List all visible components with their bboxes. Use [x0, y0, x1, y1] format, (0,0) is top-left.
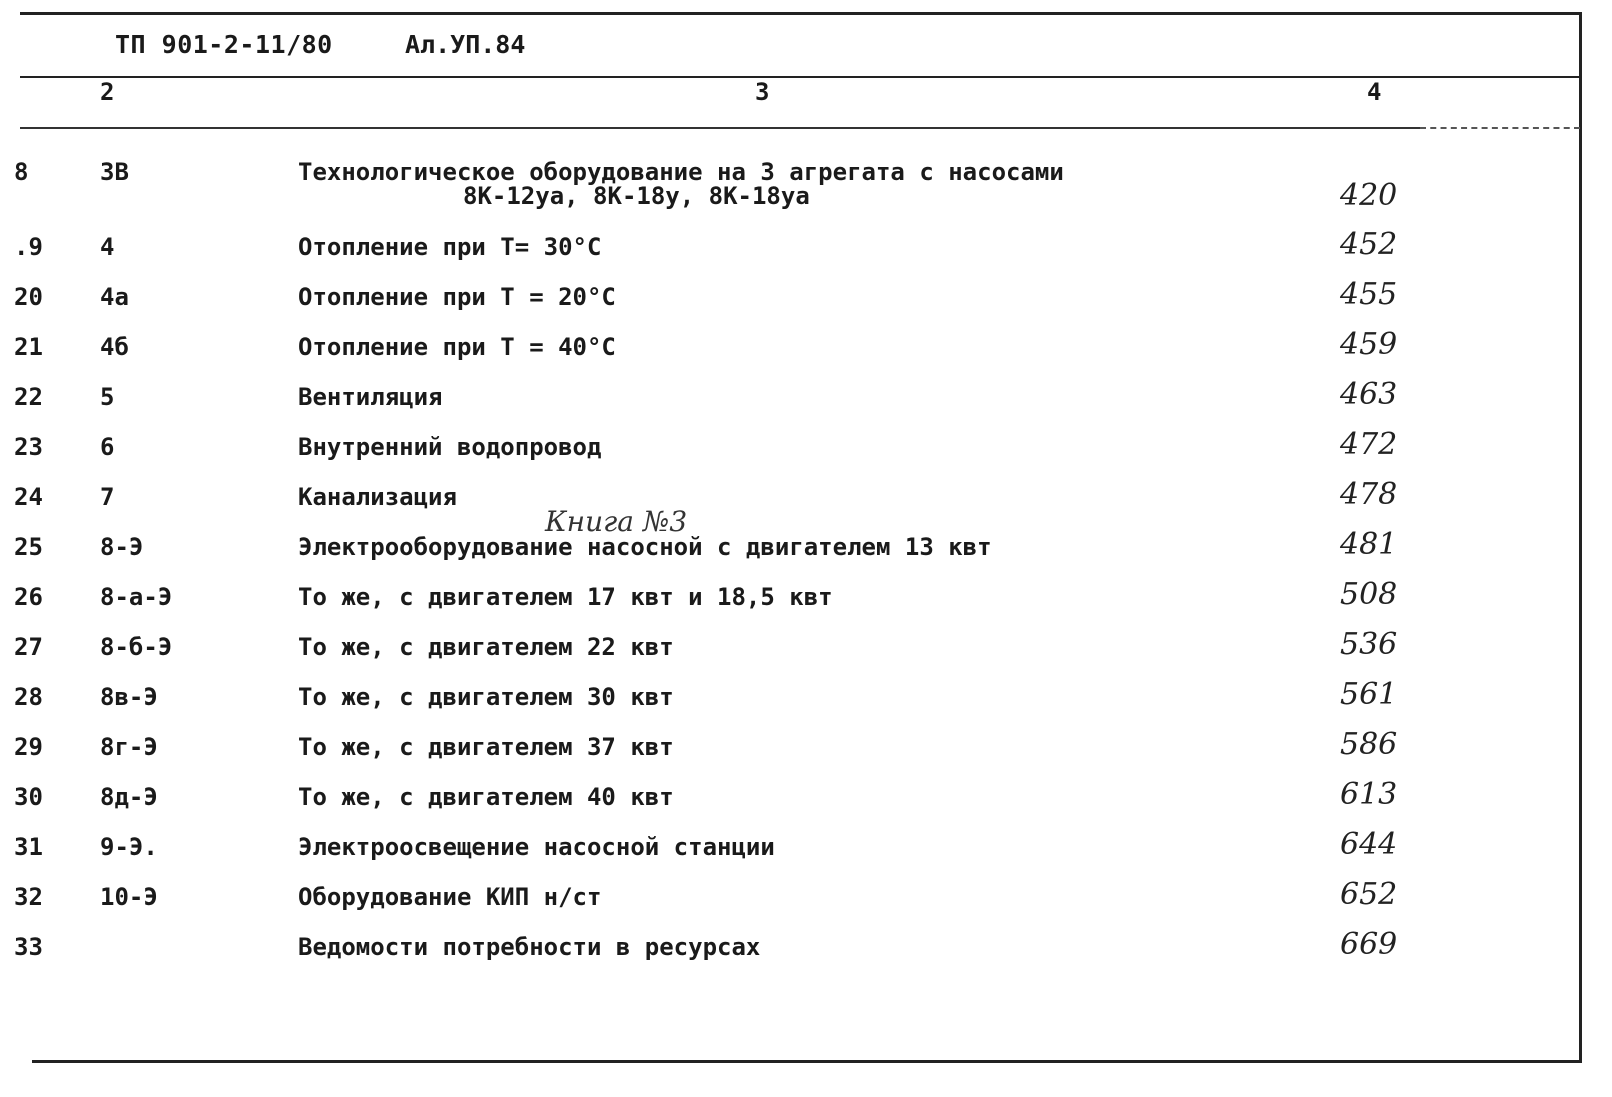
column-header-4: 4: [1367, 78, 1382, 106]
row-number: 22: [14, 383, 43, 411]
row-code: 8-а-Э: [100, 583, 173, 611]
row-page: 536: [1340, 627, 1398, 662]
row-code: 8-б-Э: [100, 633, 173, 661]
row-code: 7: [100, 483, 115, 511]
row-title: То же, с двигателем 17 квт и 18,5 квт: [298, 583, 833, 611]
column-header-2: 2: [100, 78, 115, 106]
frame-top-border: [20, 12, 1582, 15]
row-code: 6: [100, 433, 115, 461]
sheet-number: Ал.УП.84: [405, 30, 526, 59]
row-number: 33: [14, 933, 43, 961]
row-number: 31: [14, 833, 43, 861]
row-page: 613: [1340, 777, 1398, 812]
row-page: 478: [1340, 477, 1398, 512]
row-title: Электроосвещение насосной станции: [298, 833, 775, 861]
row-title: Отопление при Т = 20°С: [298, 283, 616, 311]
row-number: 28: [14, 683, 43, 711]
row-title: То же, с двигателем 40 квт: [298, 783, 674, 811]
frame-bottom-border: [32, 1060, 1582, 1063]
row-number: 21: [14, 333, 43, 361]
row-number: 24: [14, 483, 43, 511]
column-header-3: 3: [755, 78, 770, 106]
row-code: 8-Э: [100, 533, 144, 561]
row-code: 5: [100, 383, 115, 411]
row-title: Канализация: [298, 483, 457, 511]
row-page: 586: [1340, 727, 1398, 762]
column-header-divider: [20, 127, 1420, 129]
row-number: .9: [14, 233, 43, 261]
row-code: 9-Э.: [100, 833, 158, 861]
row-number: 26: [14, 583, 43, 611]
row-page: 472: [1340, 427, 1398, 462]
row-page: 644: [1340, 827, 1398, 862]
row-number: 25: [14, 533, 43, 561]
row-page: 420: [1340, 178, 1398, 213]
row-page: 508: [1340, 577, 1398, 612]
row-title: Вентиляция: [298, 383, 443, 411]
row-number: 8: [14, 158, 29, 186]
row-code: 8в-Э: [100, 683, 158, 711]
row-number: 23: [14, 433, 43, 461]
row-code: 8г-Э: [100, 733, 158, 761]
row-title: Электрооборудование насосной с двигателем 13 квт: [298, 533, 992, 561]
row-number: 20: [14, 283, 43, 311]
row-title: Ведомости потребности в ресурсах: [298, 933, 761, 961]
row-code: 3В: [100, 158, 129, 186]
row-title: Отопление при Т = 40°С: [298, 333, 616, 361]
row-page: 452: [1340, 227, 1398, 262]
row-subtitle: 8К-12уа, 8К-18у, 8К-18уа: [463, 182, 810, 210]
row-page: 459: [1340, 327, 1398, 362]
row-title: Технологическое оборудование на 3 агрегата с насосами: [298, 158, 1064, 186]
row-title: То же, с двигателем 37 квт: [298, 733, 674, 761]
row-code: 4: [100, 233, 115, 261]
row-number: 29: [14, 733, 43, 761]
row-page: 561: [1340, 677, 1398, 712]
row-number: 27: [14, 633, 43, 661]
row-code: 4а: [100, 283, 129, 311]
handwritten-note: Книга №3: [545, 505, 688, 538]
row-code: 10-Э: [100, 883, 158, 911]
frame-right-border: [1579, 12, 1582, 1062]
header-divider: [20, 76, 1580, 78]
row-title: Оборудование КИП н/ст: [298, 883, 602, 911]
document-code: ТП 901-2-11/80: [115, 30, 333, 59]
row-title: Внутренний водопровод: [298, 433, 602, 461]
row-page: 455: [1340, 277, 1398, 312]
row-code: 8д-Э: [100, 783, 158, 811]
row-code: 4б: [100, 333, 129, 361]
row-title: То же, с двигателем 22 квт: [298, 633, 674, 661]
row-number: 32: [14, 883, 43, 911]
row-page: 669: [1340, 927, 1398, 962]
row-page: 481: [1340, 527, 1398, 562]
row-title: То же, с двигателем 30 квт: [298, 683, 674, 711]
column-header-divider-dashed: [1420, 127, 1580, 129]
row-page: 463: [1340, 377, 1398, 412]
row-number: 30: [14, 783, 43, 811]
row-page: 652: [1340, 877, 1398, 912]
row-title: Отопление при Т= 30°С: [298, 233, 602, 261]
